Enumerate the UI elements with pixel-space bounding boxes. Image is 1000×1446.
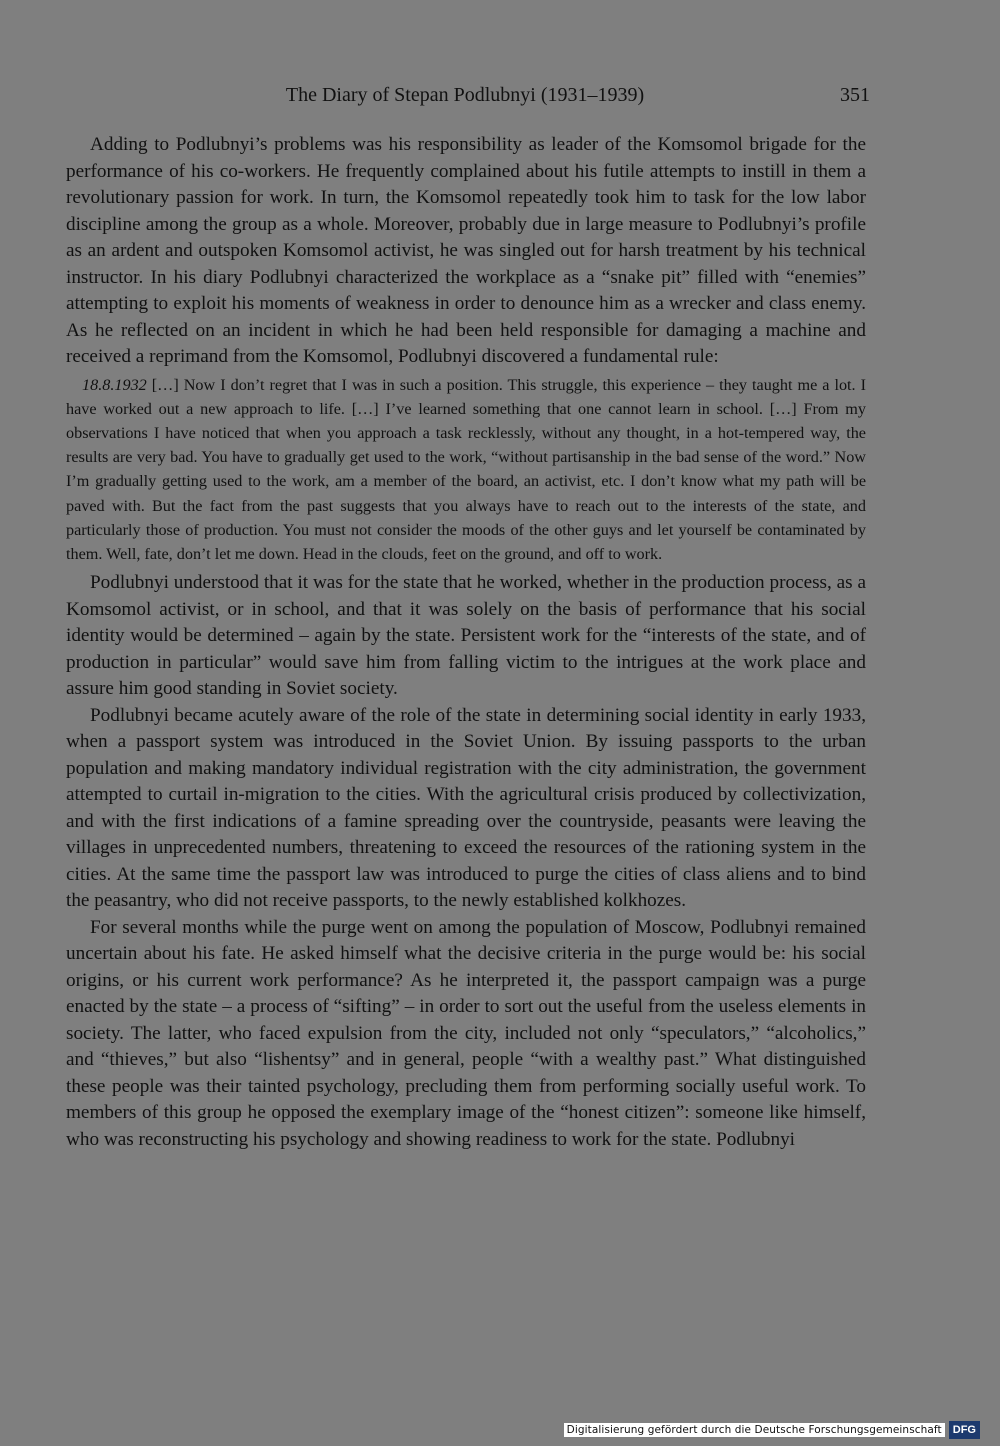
paragraph-1: Adding to Podlubnyi’s problems was his responsibility as leader of the Komsomol brigade for the performance of his co-workers. He frequently complained about his futile attempts to instill in them a revolutionary passion for work. In turn, the Komsomol repeatedly took him to task for the low labor discipline among the group as a whole. Moreover, probably due in large measure to Podlubnyi’s profile as an ardent and outspoken Komsomol activist, he was singled out for harsh treatment by his technical instructor. In his diary Podlubnyi characterized the workplace as a “snake pit” filled with “enemies” attempting to exploit his moments of weakness in order to denounce him as a wrecker and class enemy. As he reflected on an incident in which he had been held responsible for damaging a machine and received a reprimand from the Komsomol, Podlubnyi discovered a fundamental rule: — [66, 134, 866, 367]
running-head — [60, 80, 870, 110]
dfg-logo: DFG — [949, 1421, 980, 1439]
footer — [564, 1420, 980, 1440]
running-title: The Diary of Stepan Podlubnyi (1931–1939) — [285, 84, 645, 106]
digitization-note: Digitalisierung gefördert durch die Deutsche Forschungsgemeinschaft — [564, 1423, 945, 1437]
paragraph-4: For several months while the purge went on among the population of Moscow, Podlubnyi remained uncertain about his fate. He asked himself what the decisive criteria in the purge would be: his social origins, or his current work performance? As he interpreted it, the passport campaign was a purge enacted by the state – a process of “sifting” – in order to sort out the useful from the useless elements in society. The latter, who faced expulsion from the city, included not only “speculators,” “alcoholics,” and “thieves,” but also “lishentsy” and in general, people “with a wealthy past.” What distinguished these people was their tainted psychology, precluding them from performing socially useful work. To members of this group he opposed the exemplary image of the “honest citizen”: someone like himself, who was reconstructing his psychology and showing readiness to work for the state. Podlubnyi — [66, 916, 866, 1150]
quote-text: […] Now I don’t regret that I was in such a position. This struggle, this experience – they taught me a lot. I have worked out a new approach to life. […] I’ve learned something that one cannot learn in school. […] From my observations I have noticed that when you approach a task recklessly, without any thought, in a hot-tempered way, the results are very bad. You have to gradually get used to the work, “without partisanship in the bad sense of the word.” Now I’m gradually getting used to the work, am a member of the board, an activist, etc. I don’t know what my path will be paved with. But the fact from the past suggests that you always have to reach out to the interests of the state, and particularly those of production. You must not consider the moods of the other guys and let yourself be contaminated by them. Well, fate, don’t let me down. Head in the clouds, feet on the ground, and off to work. — [66, 375, 866, 563]
diary-quote — [66, 373, 866, 567]
quote-date: 18.8.1932 — [82, 375, 147, 394]
paragraph-3: Podlubnyi became acutely aware of the role of the state in determining social identity in early 1933, when a passport system was introduced in the Soviet Union. By issuing passports to the urban population and making mandatory individual registration with the city administration, the government attempted to curtail in-migration to the cities. With the agricultural crisis produced by collectivization, and with the first indications of a famine spreading over the countryside, peasants were leaving the villages in unprecedented numbers, threatening to exceed the resources of the rationing system in the cities. At the same time the passport law was introduced to purge the cities of class aliens and to bind the peasantry, who did not receive passports, to the newly established kolkhozes. — [66, 704, 866, 912]
page-number: 351 — [840, 84, 870, 106]
main-text — [66, 132, 866, 1153]
paragraph-2: Podlubnyi understood that it was for the state that he worked, whether in the production process, as a Komsomol activist, or in school, and that it was solely on the basis of performance that his social identity would be determined – again by the state. Persistent work for the “interests of the state, and of production in particular” would save him from falling victim to the intrigues at the work place and assure him good standing in Soviet society. — [66, 572, 866, 700]
